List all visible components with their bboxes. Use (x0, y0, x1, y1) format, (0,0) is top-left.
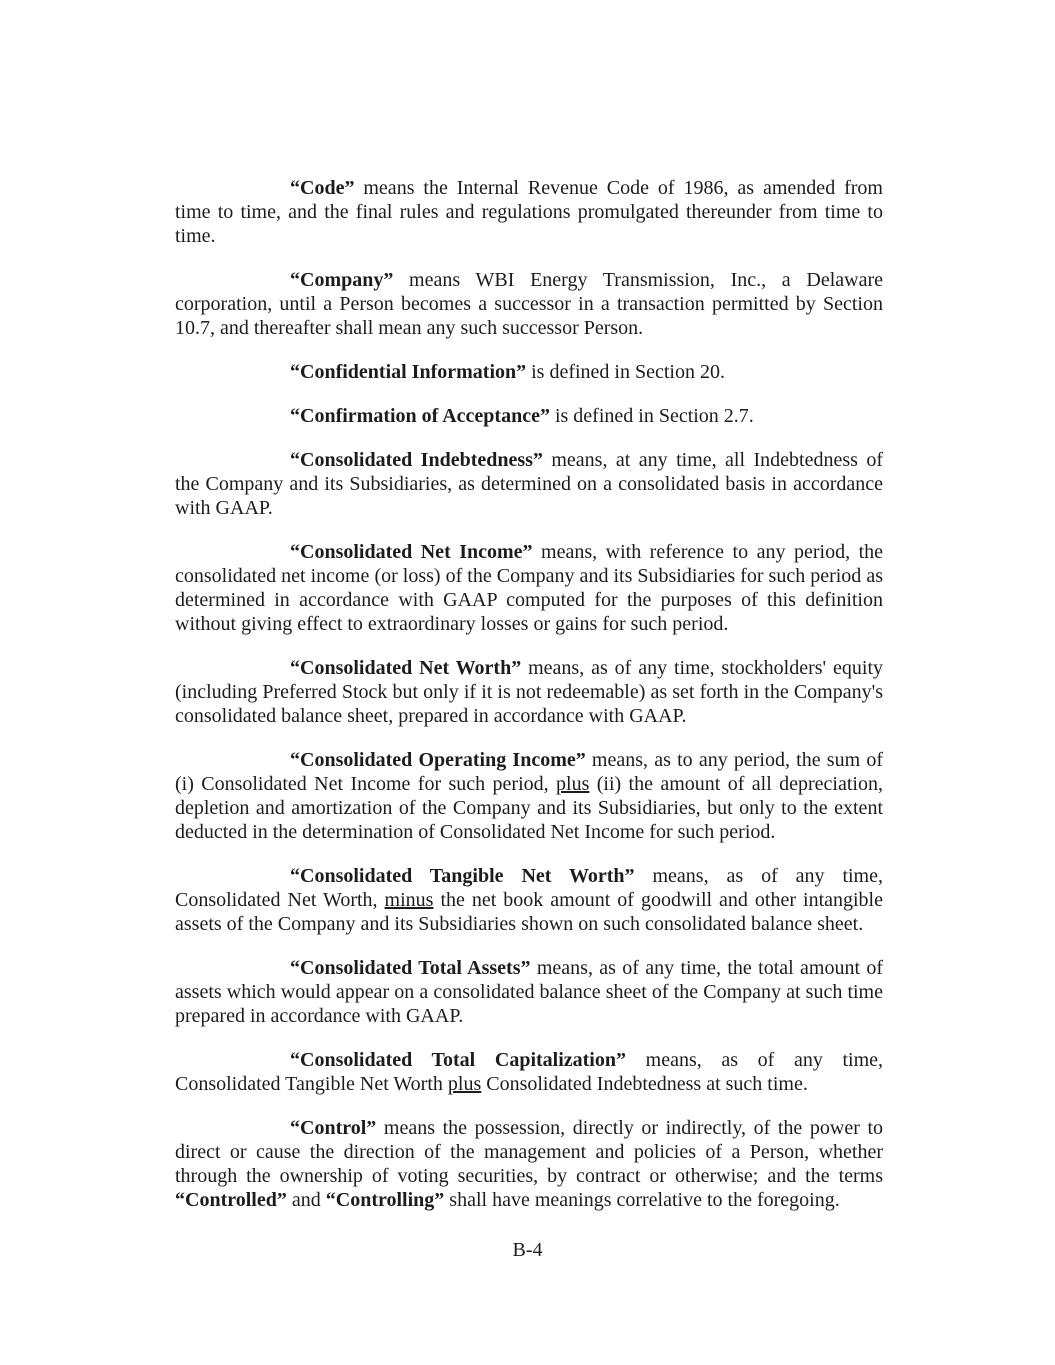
document-page (175, 176, 883, 1232)
page-number: B-4 (512, 1239, 543, 1261)
definition-paragraph-consolidated-net-worth: “Consolidated Net Worth” means, as of any time, stockholders' equity (including Preferred Stock but only if it is not redeemable) as set forth in the Company's consolidated balance sheet, prepared in accordance with GAAP. (175, 657, 884, 727)
definition-paragraph-company: “Company” means WBI Energy Transmission, Inc., a Delaware corporation, until a Person becomes a successor in a transaction permitted by Section 10.7, and thereafter shall mean any such successor Person. (175, 269, 883, 339)
definition-paragraph-code: “Code” means the Internal Revenue Code of 1986, as amended from time to time, and the final rules and regulations promulgated thereunder from time to time. (175, 177, 883, 247)
definition-paragraph-control: “Control” means the possession, directly or indirectly, of the power to direct or cause the direction of the management and policies of a Person, whether through the ownership of voting securities, by contract or otherwise; and the terms “Controlled” and “Controlling” shall have meanings correlative to the foregoing. (175, 1117, 883, 1211)
definition-paragraph-consolidated-indebtedness: “Consolidated Indebtedness” means, at any time, all Indebtedness of the Company and its Subsidiaries, as determined on a consolidated basis in accordance with GAAP. (175, 449, 883, 519)
definition-paragraph-consolidated-total-assets: “Consolidated Total Assets” means, as of any time, the total amount of assets which would appear on a consolidated balance sheet of the Company at such time prepared in accordance with GAAP. (175, 957, 884, 1027)
definition-paragraph-consolidated-total-capitalization: “Consolidated Total Capitalization” means, as of any time, Consolidated Tangible Net Worth plus Consolidated Indebtedness at such time. (175, 1049, 884, 1095)
definition-paragraph-confirmation-of-acceptance: “Confirmation of Acceptance” is defined in Section 2.7. (290, 405, 754, 427)
definition-paragraph-consolidated-operating-income: “Consolidated Operating Income” means, as to any period, the sum of (i) Consolidated Net Income for such period, plus (ii) the amount of all depreciation, depletion and amortization of the Company and its Subsidiaries, but only to the extent deducted in the determination of Consolidated Net Income for such period. (175, 749, 883, 843)
definition-paragraph-confidential-information: “Confidential Information” is defined in Section 20. (290, 361, 725, 383)
definition-paragraph-consolidated-tangible-net-worth: “Consolidated Tangible Net Worth” means, as of any time, Consolidated Net Worth, minus the net book amount of goodwill and other intangible assets of the Company and its Subsidiaries shown on such consolidated balance sheet. (175, 865, 883, 935)
definition-paragraph-consolidated-net-income: “Consolidated Net Income” means, with reference to any period, the consolidated net income (or loss) of the Company and its Subsidiaries for such period as determined in accordance with GAAP computed for the purposes of this definition without giving effect to extraordinary losses or gains for such period. (175, 541, 883, 635)
